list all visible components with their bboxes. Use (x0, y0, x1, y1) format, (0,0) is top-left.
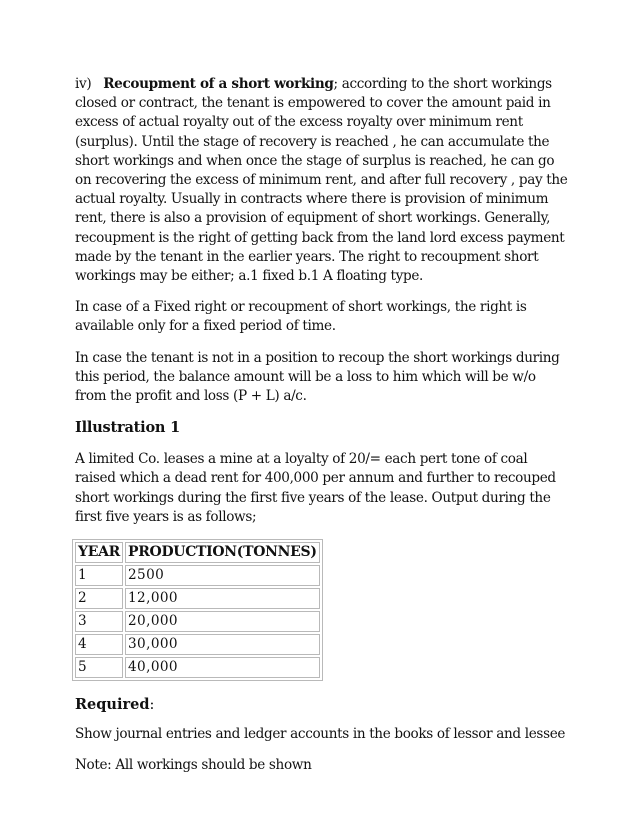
recoupment-paragraph (75, 75, 568, 286)
illustration-paragraph: A limited Co. leases a mine at a loyalty of 20/= each pert tone of coal raised which a dead rent for 400,000 per annum and further to recouped short workings during the first five years of the lease. Output during the first five years is as follows; (75, 451, 556, 525)
fixed-right-paragraph: In case of a Fixed right or recoupment of short workings, the right is available only for a fixed period of time. (75, 299, 527, 335)
table-row (75, 588, 320, 609)
instruction-paragraph: Show journal entries and ledger accounts in the books of lessor and lessee (75, 726, 566, 743)
production-cell: 30,000 (125, 634, 320, 655)
year-column-header: YEAR (75, 542, 123, 563)
year-cell: 1 (75, 565, 123, 586)
illustration-heading: Illustration 1 (75, 419, 180, 437)
production-cell: 12,000 (125, 588, 320, 609)
year-cell: 5 (75, 657, 123, 678)
section-title: Recoupment of a short working (103, 76, 334, 92)
production-cell: 2500 (125, 565, 320, 586)
section-body-text: ; according to the short workings closed or contract, the tenant is empowered to cover the amount paid in excess of actual royalty out of the excess royalty over minimum rent (surplus). Until the stage of recovery is reached , he can accumulate the short workings and when once the stage of surplus is reached, he can go on recovering the excess of minimum rent, and after full recovery , pay the actual royalty. Usually in contracts where there is provision of minimum rent, there is also a provision of equipment of short workings. Generally, recoupment is the right of getting back from the land lord excess payment made by the tenant in the earlier years. The right to recoupment short workings may be either; a.1 fixed b.1 A floating type. (75, 76, 568, 285)
year-cell: 4 (75, 634, 123, 655)
loss-paragraph: In case the tenant is not in a position to recoup the short workings during this period, the balance amount will be a loss to him which will be w/o from the profit and loss (P + L) a/c. (75, 349, 560, 405)
table-row (75, 565, 320, 586)
production-cell: 20,000 (125, 611, 320, 632)
production-column-header: PRODUCTION(TONNES) (125, 542, 320, 563)
required-label: Required (75, 696, 150, 714)
production-table (72, 539, 323, 681)
table-row (75, 611, 320, 632)
production-cell: 40,000 (125, 657, 320, 678)
required-colon: : (149, 697, 155, 714)
year-cell: 3 (75, 611, 123, 632)
table-header-row (75, 542, 320, 563)
section-number: iv) (75, 76, 92, 92)
note-paragraph: Note: All workings should be shown (75, 757, 312, 774)
table-row (75, 657, 320, 678)
required-heading (75, 695, 568, 715)
table-row (75, 634, 320, 655)
year-cell: 2 (75, 588, 123, 609)
